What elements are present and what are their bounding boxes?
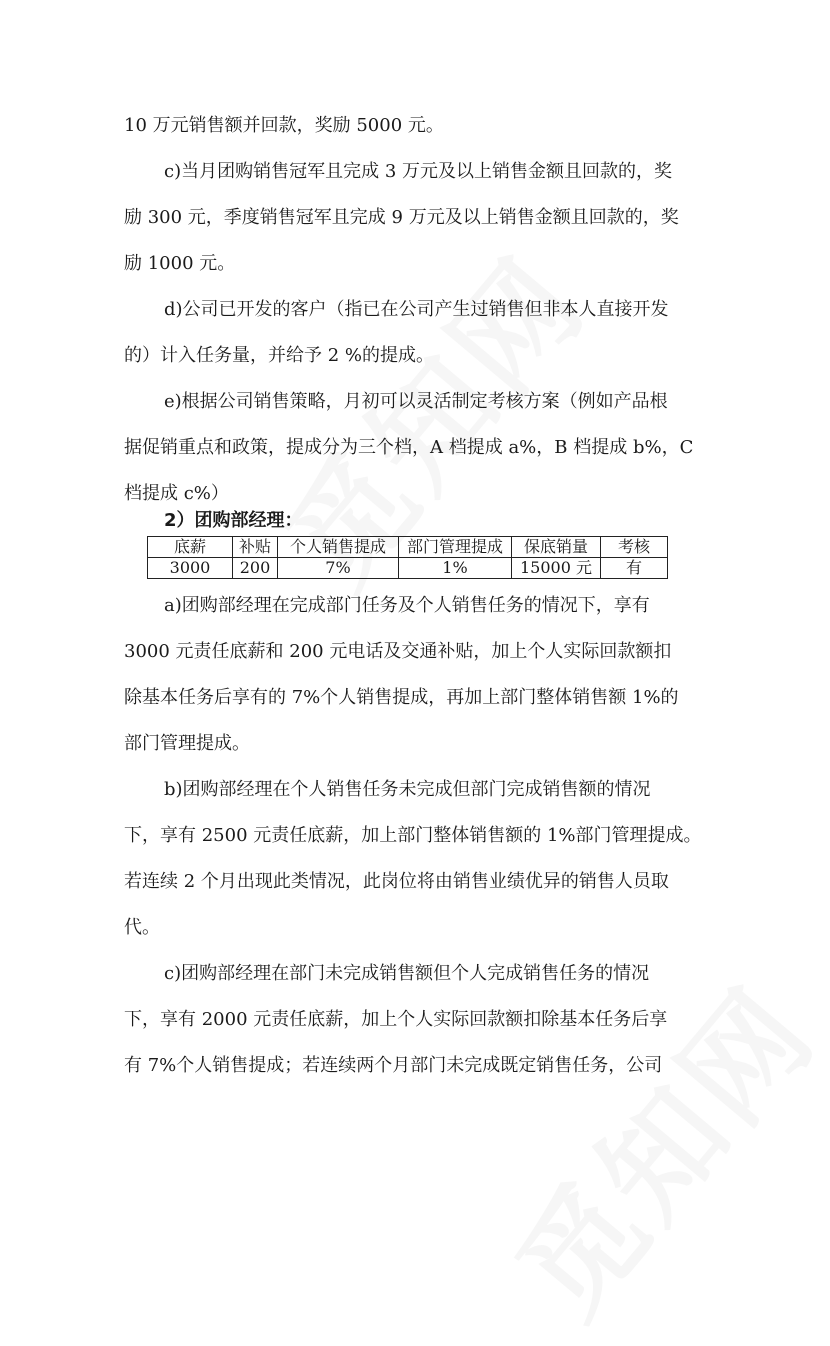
paragraph-line: 据促销重点和政策，提成分为三个档，A 档提成 a%，B 档提成 b%，C: [124, 437, 694, 458]
paragraph-line: c)当月团购销售冠军且完成 3 万元及以上销售金额且回款的，奖: [164, 161, 672, 182]
paragraph-line: 代。: [124, 917, 160, 938]
paragraph-line: b)团购部经理在个人销售任务未完成但部门完成销售额的情况: [164, 779, 651, 800]
table-header-cell: 保底销量: [512, 537, 601, 558]
paragraph-line: 有 7%个人销售提成；若连续两个月部门未完成既定销售任务，公司: [124, 1055, 663, 1076]
table-header-cell: 补贴: [233, 537, 278, 558]
table-row: [148, 558, 668, 579]
paragraph-line: 下，享有 2500 元责任底薪，加上部门整体销售额的 1%部门管理提成。: [124, 825, 702, 846]
table-cell: 7%: [278, 558, 399, 579]
paragraph-line: 档提成 c%）: [124, 483, 229, 504]
paragraph-line: a)团购部经理在完成部门任务及个人销售任务的情况下，享有: [164, 595, 650, 616]
paragraph-line: 3000 元责任底薪和 200 元电话及交通补贴，加上个人实际回款额扣: [124, 641, 672, 662]
table-header-cell: 考核: [601, 537, 668, 558]
table-cell: 200: [233, 558, 278, 579]
table-cell: 3000: [148, 558, 233, 579]
paragraph-line: 部门管理提成。: [124, 733, 250, 754]
paragraph-line: e)根据公司销售策略，月初可以灵活制定考核方案（例如产品根: [164, 391, 668, 412]
table-header-cell: 部门管理提成: [399, 537, 512, 558]
table-cell: 有: [601, 558, 668, 579]
section-heading: 2）团购部经理：: [164, 510, 303, 531]
paragraph-line: 下，享有 2000 元责任底薪，加上个人实际回款额扣除基本任务后享: [124, 1009, 668, 1030]
paragraph-line: 10 万元销售额并回款，奖励 5000 元。: [124, 115, 444, 136]
paragraph-line: 励 1000 元。: [124, 253, 236, 274]
paragraph-line: d)公司已开发的客户（指已在公司产生过销售但非本人直接开发: [164, 299, 669, 320]
table-header-row: [148, 537, 668, 558]
paragraph-line: c)团购部经理在部门未完成销售额但个人完成销售任务的情况: [164, 963, 650, 984]
paragraph-line: 励 300 元，季度销售冠军且完成 9 万元及以上销售金额且回款的，奖: [124, 207, 679, 228]
paragraph-line: 除基本任务后享有的 7%个人销售提成，再加上部门整体销售额 1%的: [124, 687, 679, 708]
paragraph-line: 的）计入任务量，并给予 2 %的提成。: [124, 345, 434, 366]
watermark: [472, 946, 830, 1346]
table-header-cell: 底薪: [148, 537, 233, 558]
paragraph-line: 若连续 2 个月出现此类情况，此岗位将由销售业绩优异的销售人员取: [124, 871, 669, 892]
table-cell: 1%: [399, 558, 512, 579]
salary-table: [147, 536, 668, 579]
table-cell: 15000 元: [512, 558, 601, 579]
table-header-cell: 个人销售提成: [278, 537, 399, 558]
